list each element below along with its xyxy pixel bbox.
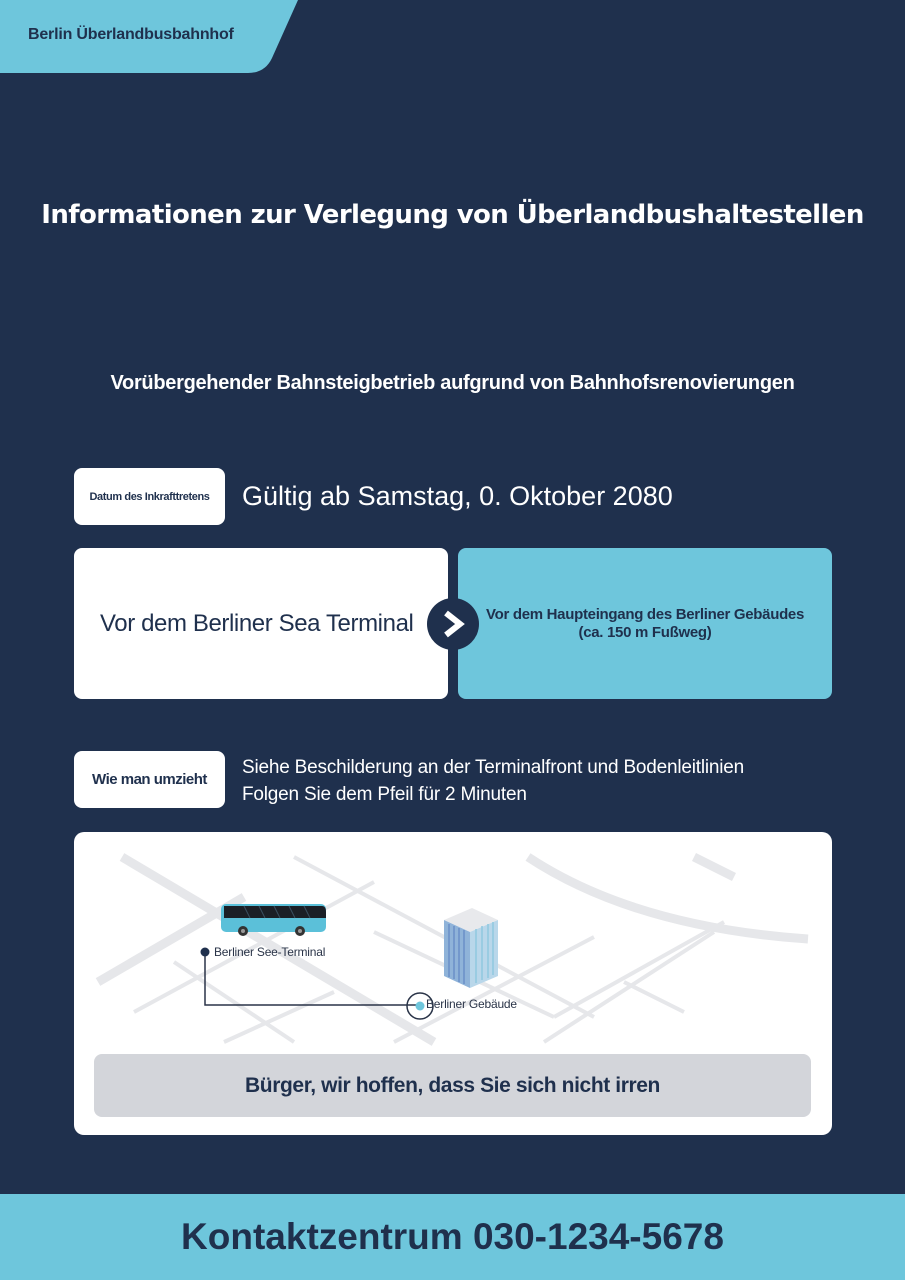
chevron-right-icon bbox=[427, 598, 479, 650]
how-to-move-label: Wie man umzieht bbox=[74, 751, 225, 808]
contact-center-phone: Kontaktzentrum 030-1234-5678 bbox=[181, 1216, 724, 1257]
how-to-move-instructions bbox=[242, 754, 744, 808]
destination-label: Berliner Gebäude bbox=[426, 997, 517, 1011]
notice-banner: Bürger, wir hoffen, dass Sie sich nicht irren bbox=[94, 1054, 811, 1117]
header-tab bbox=[0, 0, 298, 73]
origin-label: Berliner See-Terminal bbox=[214, 945, 326, 959]
footer-contact-bar bbox=[0, 1194, 905, 1280]
walking-distance: (ca. 150 m Fußweg) bbox=[578, 623, 712, 641]
instruction-line-2: Folgen Sie dem Pfeil für 2 Minuten bbox=[242, 784, 527, 805]
new-stop-text: Vor dem Haupteingang des Berliner Gebäudes bbox=[485, 605, 805, 623]
old-stop-text: Vor dem Berliner Sea Terminal bbox=[100, 609, 414, 637]
effective-date-label: Datum des Inkrafttretens bbox=[74, 468, 225, 525]
bus-icon bbox=[221, 904, 326, 936]
old-stop-box bbox=[74, 548, 448, 699]
effective-date-value: Gültig ab Samstag, 0. Oktober 2080 bbox=[242, 481, 673, 511]
new-stop-box bbox=[458, 548, 832, 699]
page-title: Informationen zur Verlegung von Überlandbushaltestellen bbox=[41, 200, 864, 230]
route-map-card bbox=[74, 832, 832, 1135]
instruction-line-1: Siehe Beschilderung an der Terminalfront und Bodenleitlinien bbox=[242, 757, 745, 778]
building-icon bbox=[444, 908, 498, 988]
page-subtitle: Vorübergehender Bahnsteigbetrieb aufgrund von Bahnhofsrenovierungen bbox=[110, 372, 795, 394]
station-name: Berlin Überlandbusbahnhof bbox=[28, 26, 234, 43]
